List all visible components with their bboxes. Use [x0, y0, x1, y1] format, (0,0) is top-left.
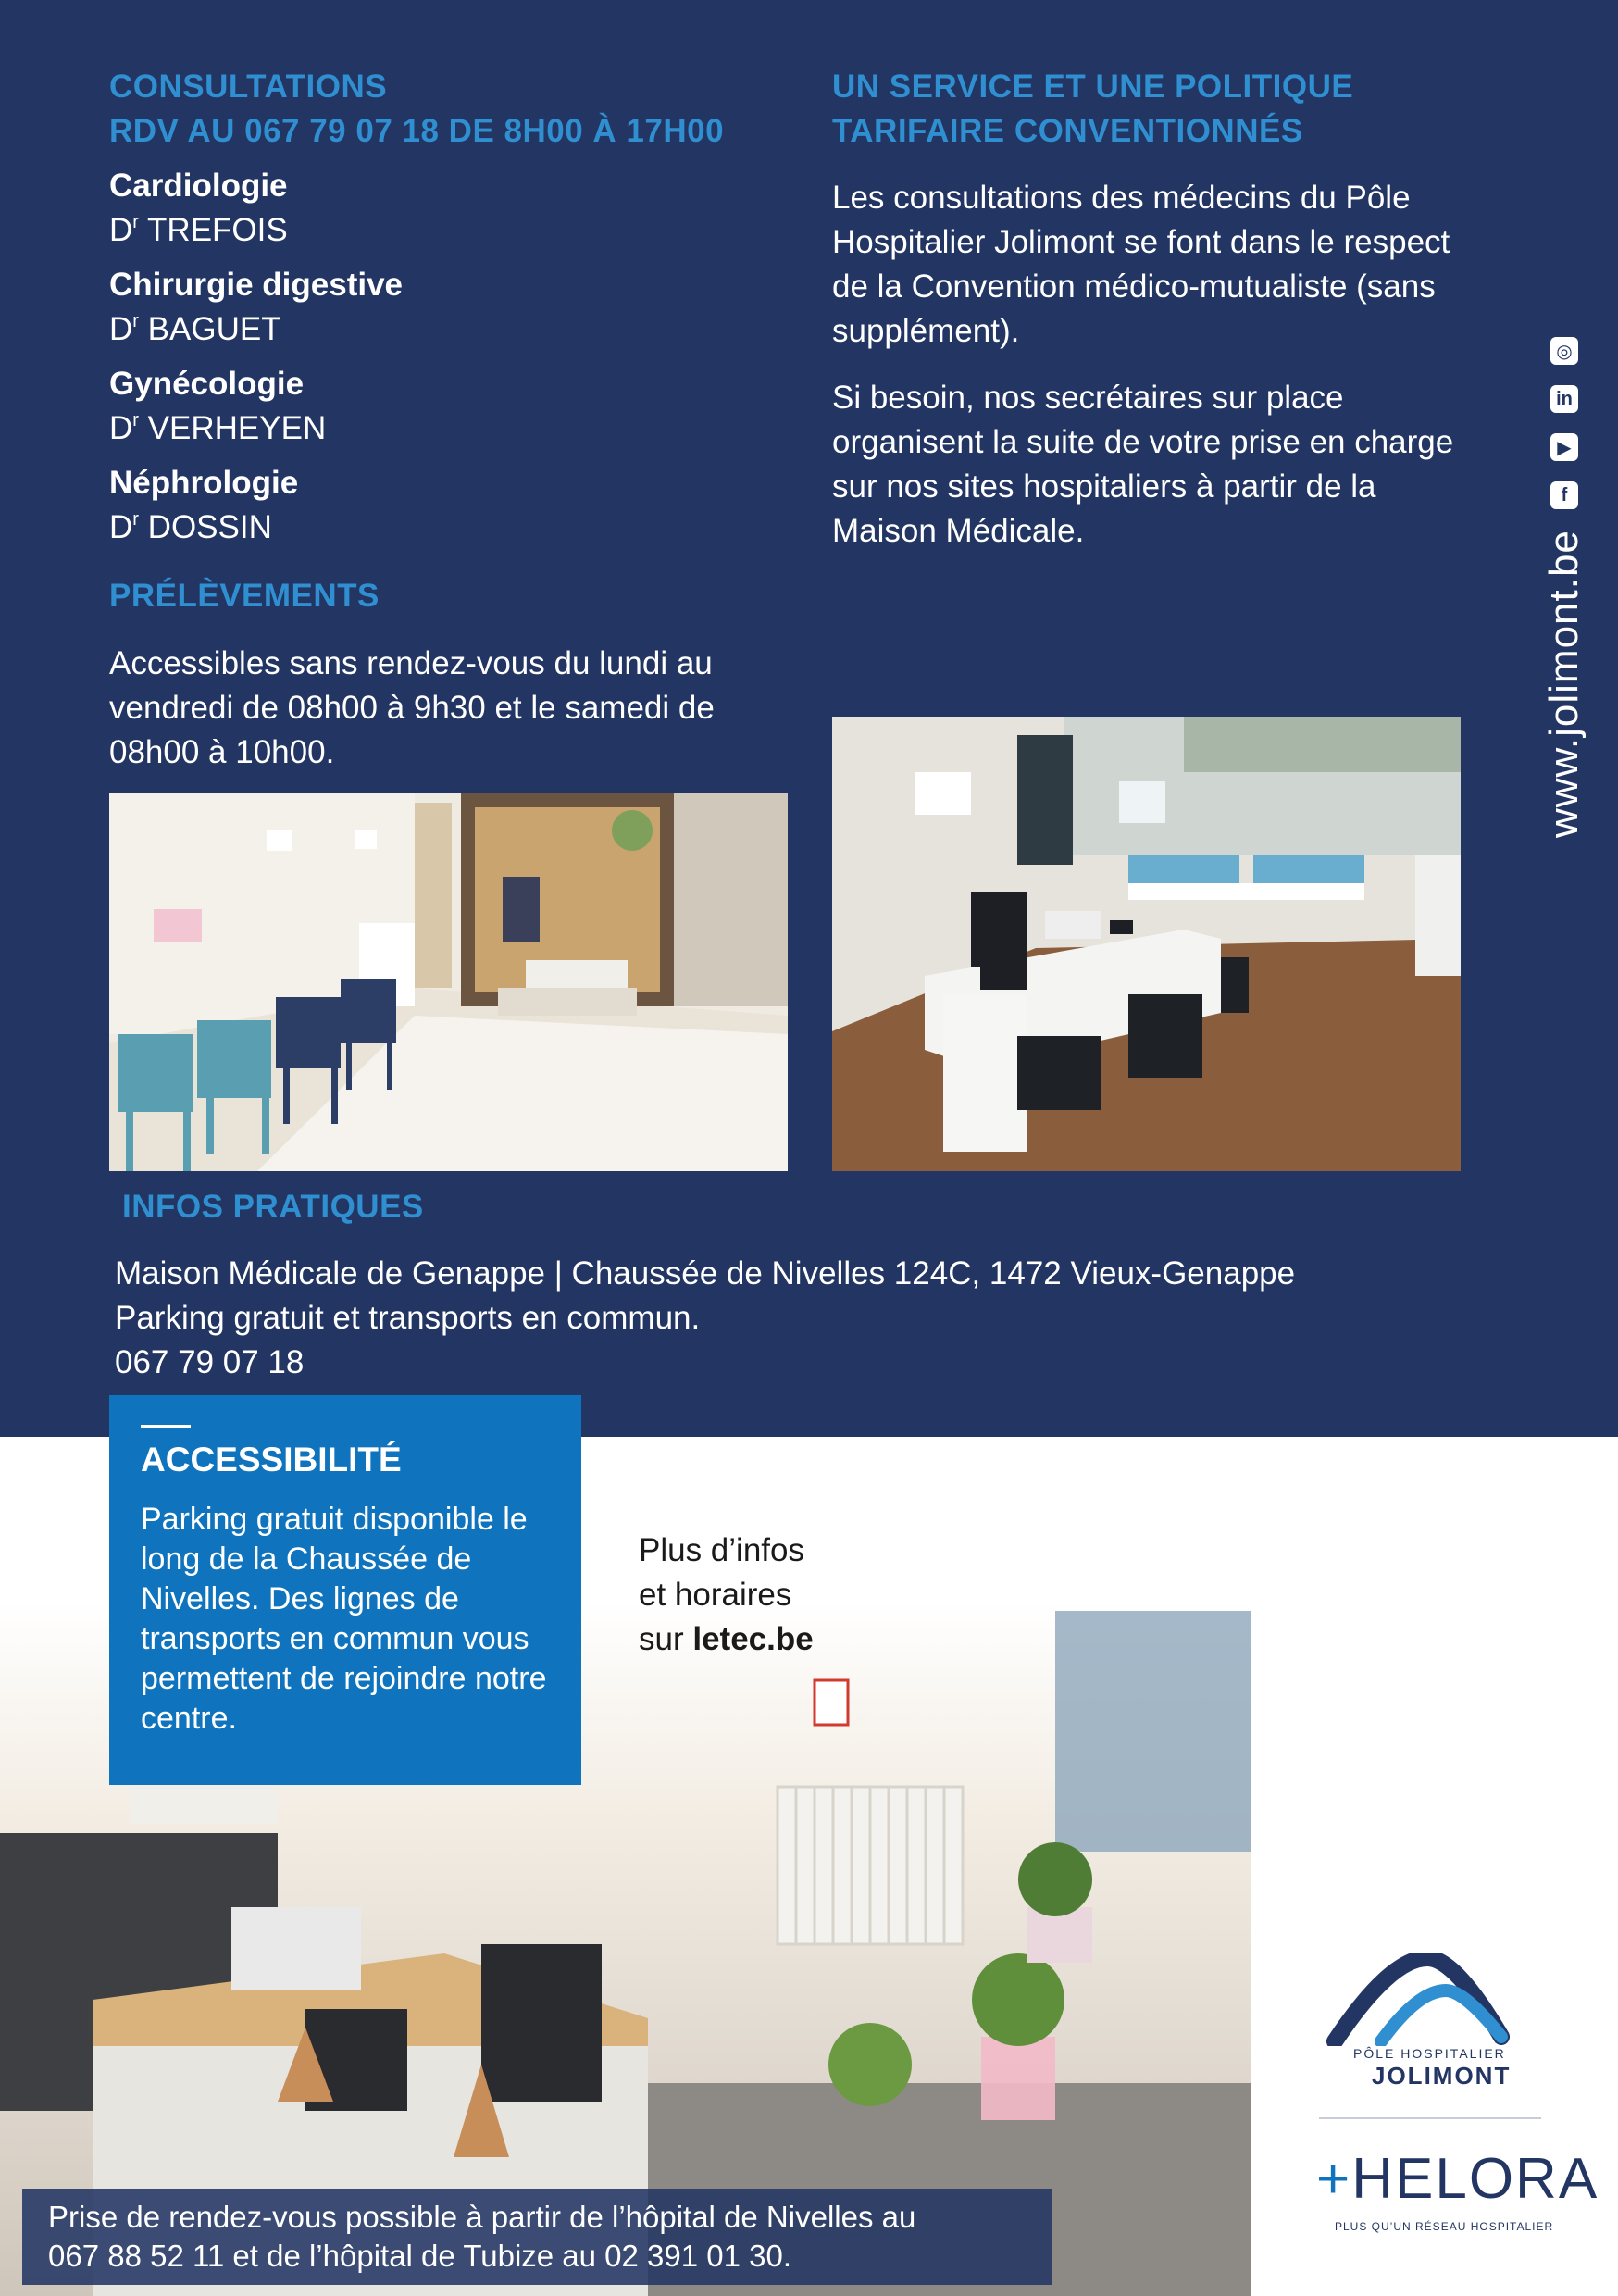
infos-address: Maison Médicale de Genappe | Chaussée de Nivelles 124C, 1472 Vieux-Genappe	[115, 1255, 1296, 1292]
doctor-prefix: D	[109, 311, 133, 347]
website-link[interactable]: www.jolimont.be	[1541, 530, 1587, 838]
specialty-item	[109, 164, 403, 253]
specialty-name: Chirurgie digestive	[109, 267, 404, 303]
doctor-prefix-sup: r	[132, 212, 139, 232]
prelevements-text: Accessibles sans rendez-vous du lundi au vendredi de 08h00 à 9h30 et le samedi de 08h00 à 10h00.	[109, 645, 715, 770]
jolimont-logo-line2: JOLIMONT	[1372, 2062, 1512, 2090]
doctor-prefix: D	[109, 410, 133, 446]
facebook-icon[interactable]: f	[1550, 481, 1578, 509]
helora-logo-name	[1316, 2146, 1599, 2212]
office-illustration	[832, 717, 1461, 1171]
specialty-name: Néphrologie	[109, 465, 299, 501]
service-paragraph-1: Les consultations des médecins du Pôle Hospitalier Jolimont se font dans le respect de la Convention médico-mutualiste (sans supplément).	[832, 180, 1450, 349]
consultations-heading-line1: CONSULTATIONS	[109, 69, 388, 105]
accessibility-text: Parking gratuit disponible le long de la Chaussée de Nivelles. Des lignes de transports en commun vous permettent de rejoindre notre centre.	[141, 1502, 547, 1736]
more-info-line3	[639, 1617, 814, 1662]
service-paragraph-2: Si besoin, nos secrétaires sur place organisent la suite de votre prise en charge sur nos sites hospitaliers à partir de la Maison Médicale.	[832, 380, 1454, 549]
doctor-surname: VERHEYEN	[138, 410, 327, 446]
accessibility-title: ACCESSIBILITÉ	[141, 1441, 402, 1479]
consultations-heading-line2: RDV AU 067 79 07 18 DE 8H00 À 17H00	[109, 113, 725, 149]
accessibility-box	[109, 1395, 581, 1785]
doctor-name	[109, 208, 403, 253]
consultation-office-photo	[832, 717, 1461, 1171]
infos-phone: 067 79 07 18	[115, 1344, 305, 1380]
youtube-icon[interactable]: ▶	[1550, 433, 1578, 461]
doctor-prefix: D	[109, 509, 133, 545]
doctor-surname: TREFOIS	[138, 212, 288, 248]
letec-link[interactable]: letec.be	[692, 1621, 814, 1657]
doctor-name	[109, 406, 403, 451]
specialty-item	[109, 461, 403, 550]
specialty-name: Gynécologie	[109, 366, 305, 402]
helora-logo	[1316, 2146, 1599, 2248]
jolimont-logo-mark	[1316, 1953, 1548, 2046]
helora-tagline: PLUS QU’UN RÉSEAU HOSPITALIER	[1335, 2220, 1554, 2233]
more-info-text	[639, 1529, 814, 1662]
more-info-line1: Plus d’infos	[639, 1532, 804, 1568]
service-heading-line2: TARIFAIRE CONVENTIONNÉS	[832, 113, 1303, 149]
waiting-room-illustration	[109, 793, 788, 1171]
more-info-prefix: sur	[639, 1621, 693, 1657]
prelevements-heading: PRÉLÈVEMENTS	[109, 578, 380, 614]
service-text	[832, 176, 1480, 554]
linkedin-icon[interactable]: in	[1550, 385, 1578, 413]
accessibility-rule	[141, 1425, 191, 1428]
service-heading	[832, 65, 1353, 154]
doctor-name	[109, 307, 403, 352]
more-info-line2: et horaires	[639, 1577, 792, 1613]
specialty-item	[109, 263, 403, 352]
appointment-note-line1: Prise de rendez-vous possible à partir de l’hôpital de Nivelles au	[48, 2200, 916, 2234]
logo-divider	[1319, 2117, 1541, 2119]
appointment-note-line2: 067 88 52 11 et de l’hôpital de Tubize au 02 391 01 30.	[48, 2239, 792, 2273]
doctor-prefix: D	[109, 212, 133, 248]
jolimont-logo	[1316, 1953, 1548, 2092]
side-website-bar	[1532, 282, 1597, 838]
helora-wordmark: HELORA	[1351, 2147, 1599, 2211]
doctor-prefix-sup: r	[132, 410, 139, 430]
doctor-surname: BAGUET	[138, 311, 281, 347]
doctor-name	[109, 505, 403, 550]
helora-plus-icon: +	[1316, 2147, 1352, 2211]
infos-heading: INFOS PRATIQUES	[122, 1189, 424, 1225]
jolimont-logo-line1: PÔLE HOSPITALIER	[1353, 2046, 1506, 2061]
service-heading-line1: UN SERVICE ET UNE POLITIQUE	[832, 69, 1354, 105]
consultations-heading	[109, 65, 724, 154]
infos-text	[115, 1252, 1466, 1385]
specialty-list	[109, 164, 403, 560]
instagram-icon[interactable]: ◎	[1550, 337, 1578, 365]
appointment-note	[22, 2189, 1052, 2285]
doctor-surname: DOSSIN	[138, 509, 272, 545]
doctor-prefix-sup: r	[132, 509, 139, 530]
specialty-name: Cardiologie	[109, 168, 288, 204]
waiting-room-photo	[109, 793, 788, 1171]
doctor-prefix-sup: r	[132, 311, 139, 331]
specialty-item	[109, 362, 403, 451]
infos-parking: Parking gratuit et transports en commun.	[115, 1300, 701, 1336]
